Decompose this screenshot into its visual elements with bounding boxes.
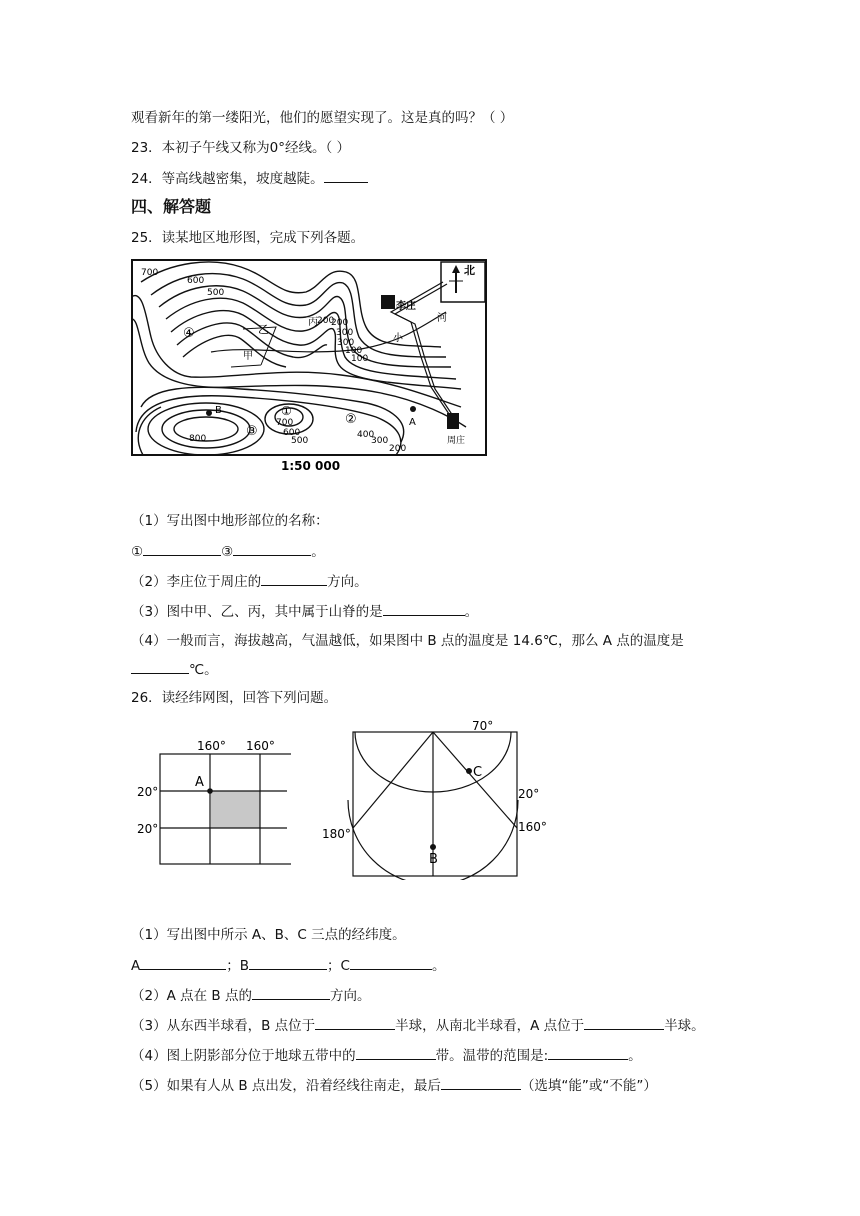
part-bing: 丙 — [308, 317, 318, 328]
answer-blank[interactable] — [249, 955, 327, 970]
label-c: ；C — [327, 958, 350, 974]
q25-3-text: （3）图中甲、乙、丙，其中属于山脊的是 — [131, 604, 383, 620]
contour-label: 700 — [276, 418, 294, 428]
north-label: 北 — [464, 264, 475, 277]
q26-2 — [131, 985, 370, 1006]
shaded-area — [211, 791, 260, 828]
q26-3-mid: 半球，从南北半球看，A 点位于 — [395, 1018, 585, 1034]
part-jia: 甲 — [243, 351, 253, 362]
grid-left-label: 20° — [137, 785, 159, 799]
answer-blank[interactable] — [252, 985, 330, 1000]
q26-2-text: （2）A 点在 B 点的 — [131, 988, 252, 1004]
circled-4: ④ — [183, 326, 195, 341]
q25-3 — [131, 601, 478, 622]
contour-label: 400 — [357, 430, 375, 440]
q25-3-end: 。 — [464, 604, 479, 620]
globe-label-180: 180° — [322, 827, 351, 841]
answer-blank[interactable] — [584, 1015, 664, 1030]
contour-label: 100 — [345, 346, 363, 356]
label-b: ；B — [226, 958, 250, 974]
circled-3: ③ — [246, 424, 258, 439]
answer-blank[interactable] — [233, 541, 311, 556]
circled-2: ② — [345, 412, 357, 427]
label-a: A — [131, 958, 141, 974]
q25-1-answers — [131, 541, 325, 562]
polar-grid — [320, 716, 560, 880]
label-circled-1: ① — [131, 544, 144, 560]
q26-4-mid: 带。温带的范围是: — [435, 1048, 549, 1064]
lizhuang-marker — [381, 295, 395, 309]
q25-1: （1）写出图中地形部位的名称： — [131, 513, 329, 529]
question-25: 25．读某地区地形图，完成下列各题。 — [131, 230, 365, 246]
contour-label: 200 — [389, 444, 407, 454]
contour-label: 300 — [336, 328, 354, 338]
contour-label: 200 — [317, 316, 335, 326]
q25-4-end: ℃。 — [189, 662, 218, 678]
q26-2-end: 方向。 — [329, 988, 371, 1004]
globe-point-c: C — [473, 765, 483, 780]
q26-1-answers — [131, 955, 445, 976]
q25-4-answer — [131, 659, 218, 680]
label-circled-3: ③ — [221, 544, 234, 560]
answer-blank[interactable] — [324, 168, 368, 183]
continued-question-text: 观看新年的第一缕阳光，他们的愿望实现了。这是真的吗？（ ） — [131, 110, 514, 126]
point-a-label: A — [409, 417, 416, 428]
q26-3-text: （3）从东西半球看，B 点位于 — [131, 1018, 316, 1034]
contour-label: 200 — [331, 318, 349, 328]
q25-2-text: （2）李庄位于周庄的 — [131, 574, 262, 590]
punctuation: 。 — [431, 958, 446, 974]
lat-long-grid — [131, 716, 291, 866]
question-24-text: 24．等高线越密集，坡度越陡。 — [131, 171, 324, 187]
answer-blank[interactable] — [140, 955, 226, 970]
point-b-label: B — [215, 405, 222, 416]
section-heading: 四、解答题 — [131, 197, 212, 216]
answer-blank[interactable] — [441, 1075, 521, 1090]
globe-label-160: 160° — [518, 820, 547, 834]
q26-3 — [131, 1015, 705, 1036]
topographic-map — [131, 257, 491, 473]
question-26: 26．读经纬网图，回答下列问题。 — [131, 690, 338, 706]
question-24 — [131, 168, 368, 189]
part-yi: 乙 — [258, 323, 269, 336]
lizhuang-label: 李庄 — [396, 301, 416, 312]
grid-top-label: 160° — [197, 739, 226, 753]
answer-blank[interactable] — [315, 1015, 395, 1030]
grid-top-label: 160° — [246, 739, 275, 753]
q26-4-text: （4）图上阴影部分位于地球五带中的 — [131, 1048, 356, 1064]
q25-4: （4）一般而言，海拔越高，气温越低，如果图中 B 点的温度是 14.6℃，那么 A 点的温度是 — [131, 633, 684, 649]
answer-blank[interactable] — [548, 1045, 628, 1060]
q26-5 — [131, 1075, 657, 1096]
q26-1: （1）写出图中所示 A、B、C 三点的经纬度。 — [131, 927, 406, 943]
q26-4 — [131, 1045, 642, 1066]
globe-point-b: B — [429, 852, 438, 867]
river-label-small: 小 — [393, 333, 403, 344]
contour-label: 500 — [207, 288, 225, 298]
circled-1: ① — [281, 404, 292, 418]
q25-2-end: 方向。 — [327, 574, 368, 590]
answer-blank[interactable] — [356, 1045, 436, 1060]
contour-label: 300 — [337, 338, 355, 348]
grid-point-a: A — [195, 775, 204, 790]
contour-label: 500 — [291, 436, 309, 446]
q26-3-end: 半球。 — [664, 1018, 705, 1034]
q26-5-text: （5）如果有人从 B 点出发，沿着经线往南走，最后 — [131, 1078, 441, 1094]
contour-label: 600 — [187, 276, 205, 286]
answer-blank[interactable] — [261, 571, 327, 586]
globe-label-20: 20° — [518, 787, 540, 801]
q26-4-end: 。 — [628, 1048, 642, 1064]
contour-label: 300 — [371, 436, 389, 446]
contour-label: 100 — [351, 354, 369, 364]
question-23: 23．本初子午线又称为0°经线。（ ） — [131, 140, 351, 156]
zhouzhuang-marker — [447, 413, 459, 429]
answer-blank[interactable] — [350, 955, 432, 970]
scale-label: 1:50 000 — [281, 459, 341, 473]
contour-label: 700 — [141, 268, 159, 278]
punctuation: 。 — [311, 544, 325, 560]
river-label-he: 河 — [437, 313, 447, 324]
answer-blank[interactable] — [143, 541, 221, 556]
zhouzhuang-label: 周庄 — [447, 436, 466, 446]
answer-blank[interactable] — [131, 659, 189, 674]
grid-left-label: 20° — [137, 822, 159, 836]
contour-label: 600 — [283, 428, 301, 438]
contour-label: 800 — [189, 434, 207, 444]
q26-5-end: （选填“能”或“不能”） — [520, 1078, 657, 1094]
answer-blank[interactable] — [383, 601, 465, 616]
q25-2 — [131, 571, 368, 592]
globe-label-70: 70° — [472, 719, 494, 733]
